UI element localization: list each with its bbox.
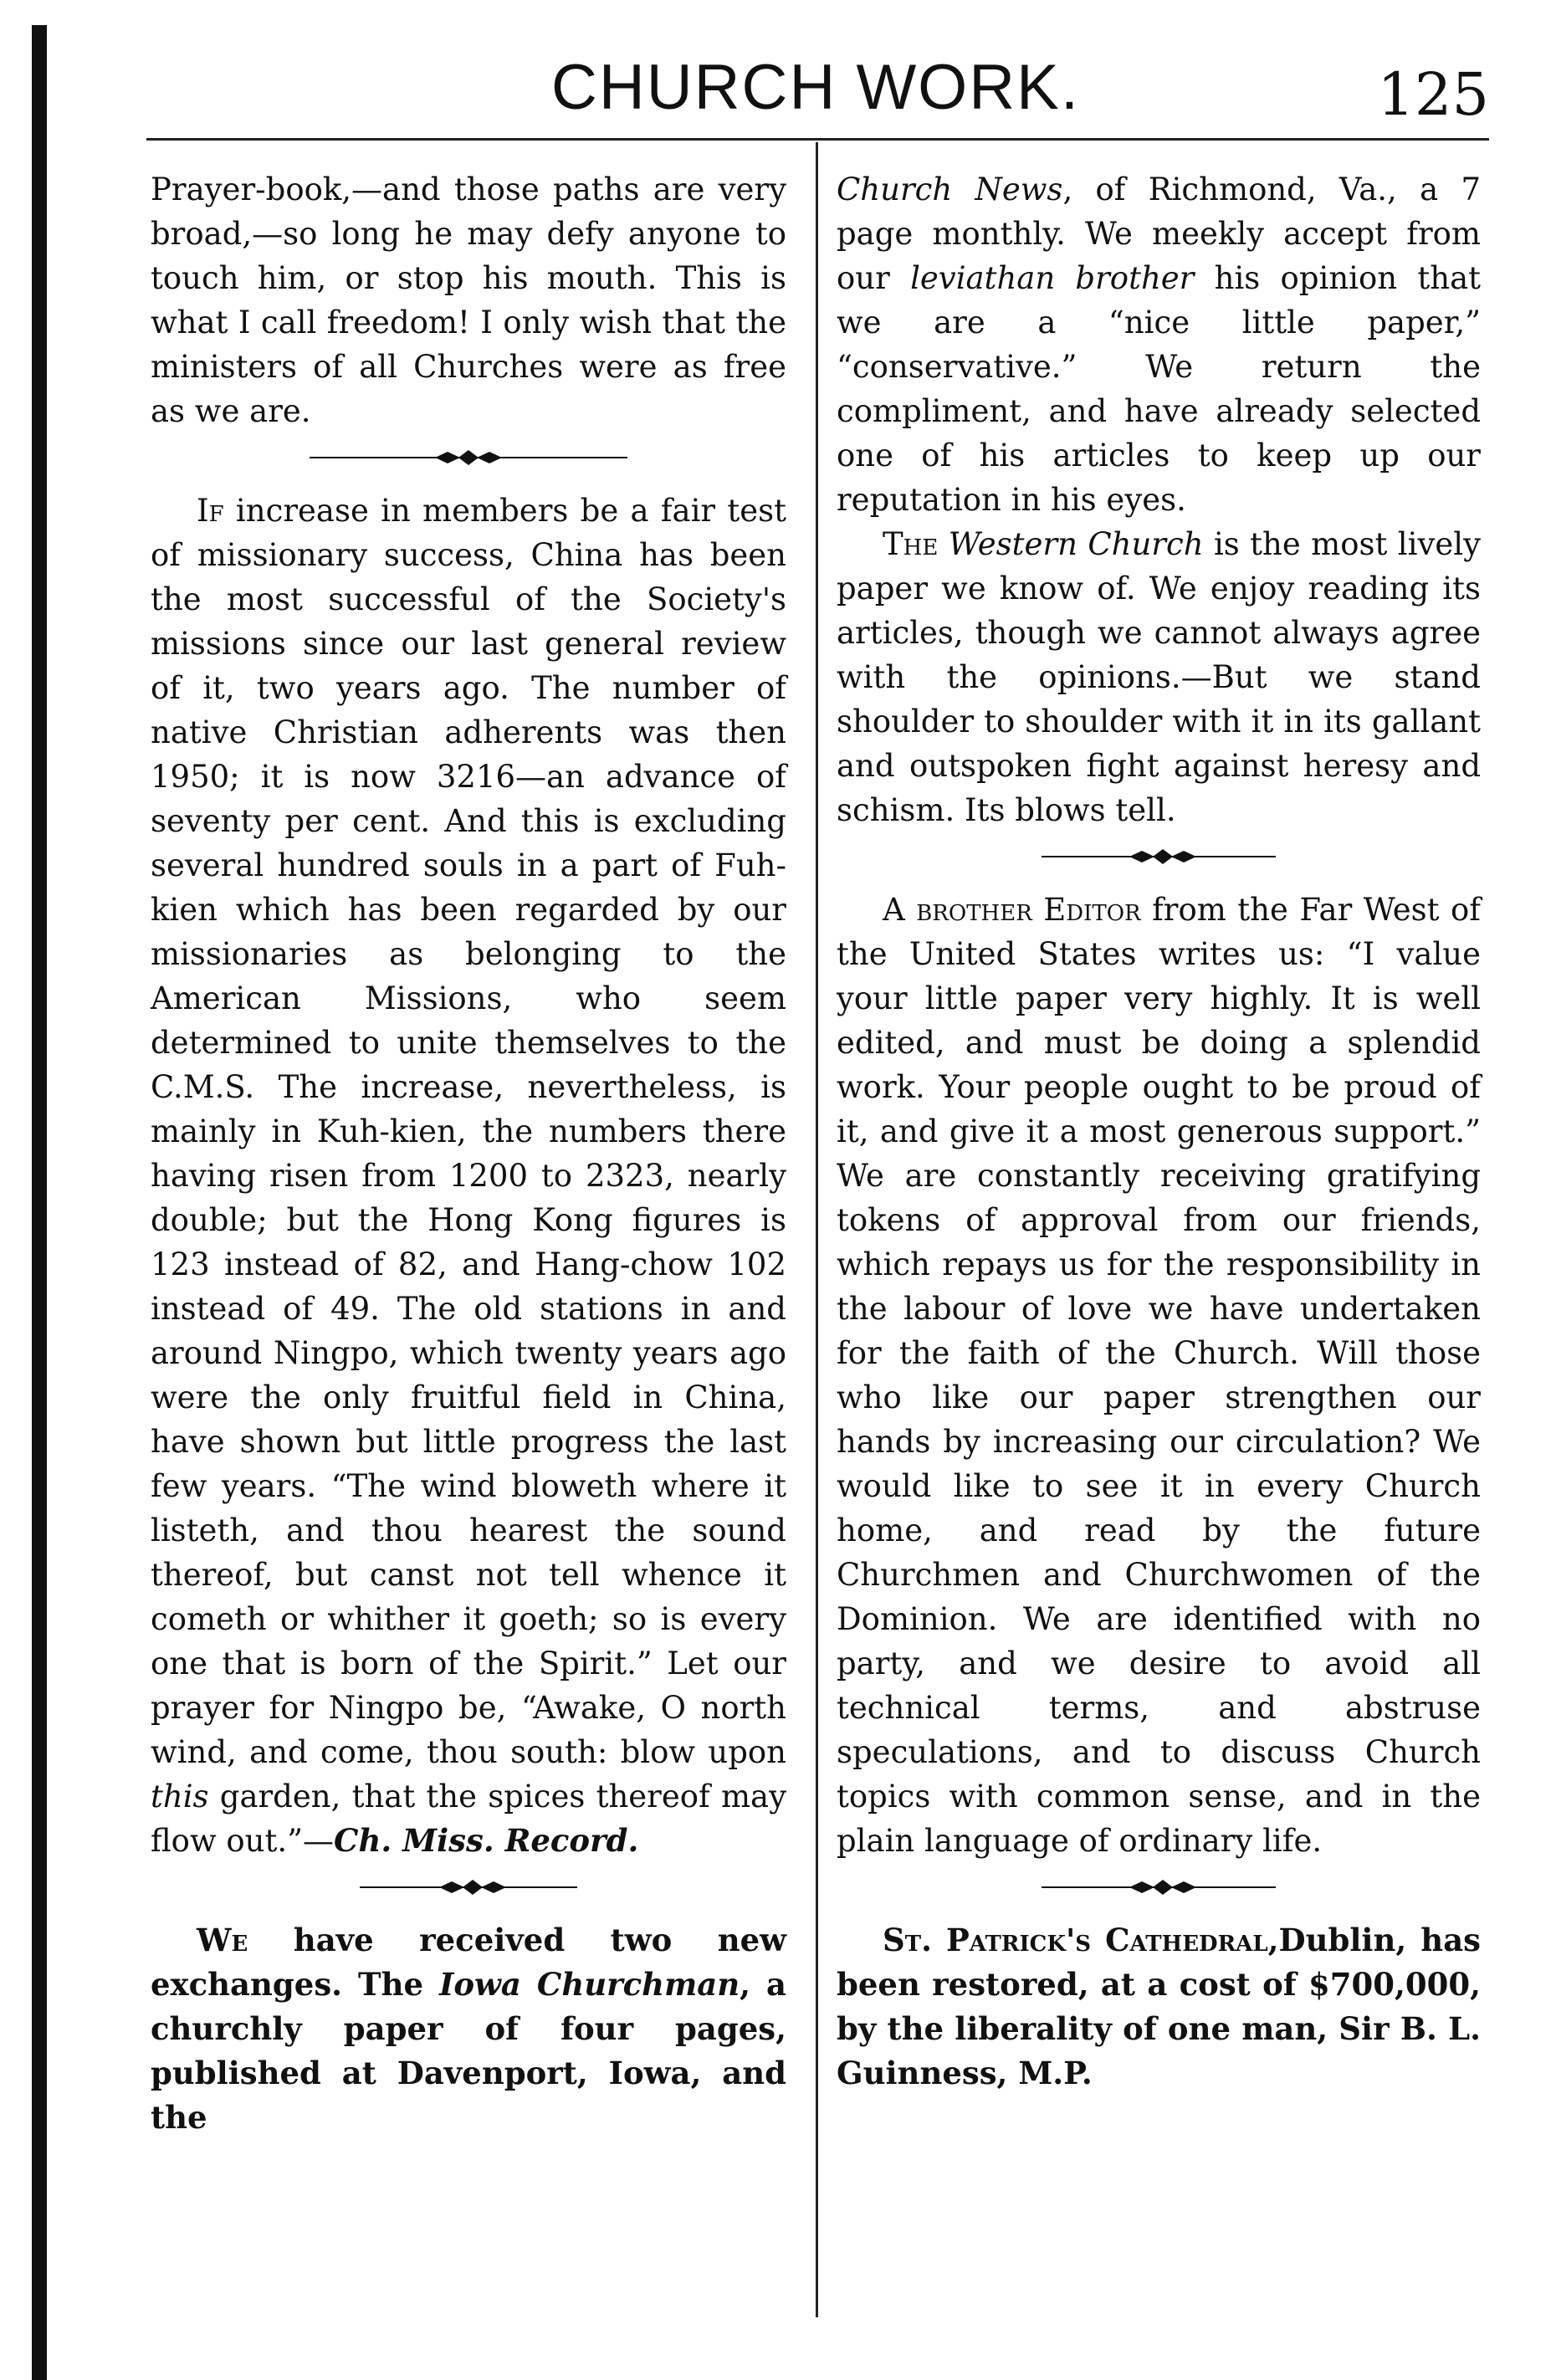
left-column (151, 167, 786, 2140)
china-missions-paragraph (151, 489, 786, 1863)
st-patricks-body: Dublin, has been restored, at a cost of $700,000, by the liberality of one man, Sir B. L. Guinness, M.P. (837, 1922, 1481, 2091)
church-news-paragraph (837, 167, 1481, 522)
exchanges-body-1: have received two new exchanges. The (151, 1922, 786, 2003)
section-ornament (837, 847, 1481, 866)
ornament-rule-icon (1042, 847, 1276, 866)
section-ornament (151, 1878, 786, 1896)
right-column (837, 167, 1481, 2096)
brother-editor-lead: A brother Editor (883, 892, 1141, 928)
left-paragraph-continuation (151, 167, 786, 433)
china-lead-word: If (197, 493, 224, 529)
leviathan-brother-italic: leviathan brother (910, 260, 1195, 296)
page-binding-edge (32, 25, 47, 2380)
church-news-title: Church News (837, 171, 1063, 207)
section-ornament (151, 448, 786, 467)
western-church-body: is the most lively paper we know of. We enjoy reading its articles, though we cannot always agree with the opinions.—But we stand shoulder to shoulder with it in its gallant and outspoken fight against heresy and schism. Its blows tell. (837, 526, 1481, 828)
iowa-churchman-title: Iowa Churchman (439, 1966, 740, 2003)
china-source: Ch. Miss. Record. (334, 1822, 639, 1859)
header-rule (146, 138, 1489, 141)
st-patricks-lead: St. Patrick's Cathedral, (883, 1922, 1279, 1958)
column-divider (816, 142, 818, 2317)
brother-editor-paragraph (837, 888, 1481, 1863)
ornament-rule-icon (310, 448, 627, 467)
church-news-body: , of Richmond, Va., a 7 page monthly. We meekly accept from our (837, 171, 1481, 296)
exchanges-lead-word: We (197, 1922, 248, 1958)
china-italic-this: this (151, 1779, 209, 1814)
page-number: 125 (1377, 60, 1489, 129)
church-news-tail: his opinion that we are a “nice little paper,” “conservative.” We return the compliment, and have already selected one of his articles to keep up our reputation in his eyes. (837, 260, 1481, 518)
st-patricks-paragraph (837, 1918, 1481, 2096)
western-church-paragraph (837, 522, 1481, 832)
page-header (142, 42, 1489, 134)
left-p1-text: Prayer-book,—and those paths are very broad,—so long he may defy anyone to touch him, or stop his mouth. This is what I call freedom! I only wish that the ministers of all Churches were as free as we are. (151, 171, 786, 429)
western-church-title: Western Church (938, 526, 1204, 562)
section-ornament (837, 1878, 1481, 1896)
running-title: CHURCH WORK. (551, 52, 1080, 123)
ornament-rule-icon (360, 1878, 577, 1896)
ornament-rule-icon (1042, 1878, 1276, 1896)
exchanges-body-2: , a churchly paper of four pages, published at Davenport, Iowa, and the (151, 1966, 786, 2136)
western-church-lead: The (883, 526, 939, 562)
china-body: increase in members be a fair test of missionary success, China has been the most successful of the Society's missions since our last general review of it, two years ago. The number of native Christian adherents was then 1950; it is now 3216—an advance of seventy per cent. And this is excluding several hundred souls in a part of Fuh-kien which has been regarded by our missionaries as belonging to the American Missions, who seem determined to unite themselves to the C.M.S. The increase, nevertheless, is mainly in Kuh-kien, the numbers there having risen from 1200 to 2323, nearly double; but the Hong Kong figures is 123 instead of 82, and Hang-chow 102 instead of 49. The old stations in and around Ningpo, which twenty years ago were the only fruitful field in China, have shown but little progress the last few years. “The wind bloweth where it listeth, and thou hearest the sound thereof, but canst not tell whence it cometh or whither it goeth; so is every one that is born of the Spirit.” Let our prayer for Ningpo be, “Awake, O north wind, and come, thou south: blow upon (151, 493, 786, 1770)
brother-editor-body: from the Far West of the United States writes us: “I value your little paper very highly. It is well edited, and must be doing a splendid work. Your people ought to be proud of it, and give it a most generous support.” We are constantly receiving gratifying tokens of approval from our friends, which repays us for the responsibility in the labour of love we have undertaken for the faith of the Church. Will those who like our paper strengthen our hands by increasing our circulation? We would like to see it in every Church home, and read by the future Churchmen and Churchwomen of the Dominion. We are identified with no party, and we desire to avoid all technical terms, and abstruse speculations, and to discuss Church topics with common sense, and in the plain language of ordinary life. (837, 892, 1481, 1859)
china-tail: garden, that the spices thereof may flow out.”— (151, 1779, 786, 1859)
exchanges-paragraph (151, 1918, 786, 2140)
